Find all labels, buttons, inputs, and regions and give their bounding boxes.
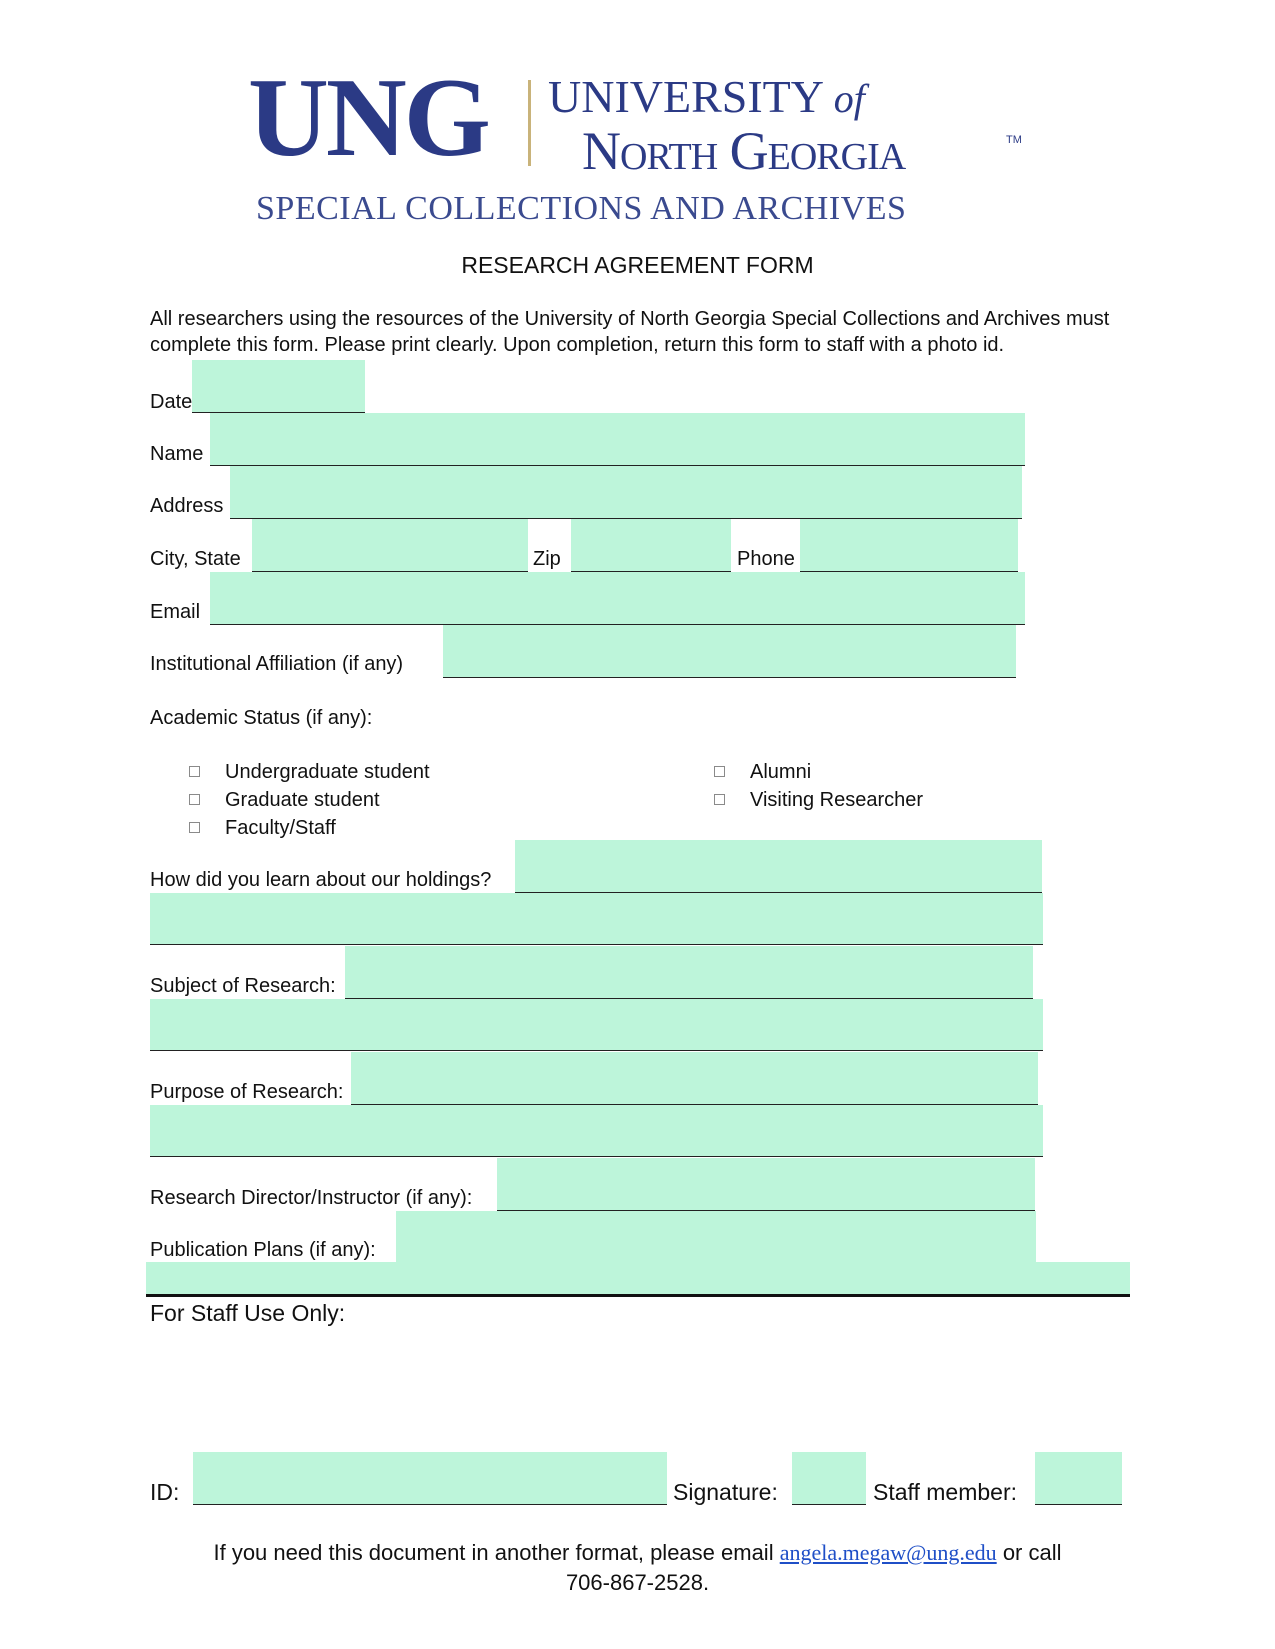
logo-north-georgia: North Georgia: [582, 121, 906, 181]
checkbox-faculty-staff[interactable]: [189, 822, 200, 833]
learn-field[interactable]: [515, 840, 1042, 893]
footer-text-after: or call: [1002, 1540, 1062, 1565]
option-visiting-researcher: Visiting Researcher: [750, 789, 924, 811]
footer-text: If you need this document in another format, please email: [213, 1540, 774, 1565]
purpose-label: Purpose of Research:: [150, 1081, 344, 1103]
publication-label: Publication Plans (if any):: [150, 1239, 376, 1261]
address-label: Address: [150, 495, 224, 517]
phone-label: Phone: [737, 548, 795, 570]
option-undergraduate: Undergraduate student: [225, 761, 430, 783]
city-state-field[interactable]: [252, 519, 528, 572]
footer-email-link[interactable]: angela.megaw@ung.edu: [779, 1540, 997, 1565]
learn-label: How did you learn about our holdings?: [150, 869, 492, 891]
staff-section-divider: [146, 1262, 1130, 1297]
signature-label: Signature:: [673, 1479, 778, 1505]
name-field[interactable]: [210, 413, 1025, 466]
affiliation-label: Institutional Affiliation (if any): [150, 653, 404, 675]
option-alumni: Alumni: [750, 761, 812, 783]
affiliation-field[interactable]: [443, 625, 1016, 678]
city-state-label: City, State: [150, 548, 241, 570]
form-title: RESEARCH AGREEMENT FORM: [461, 252, 814, 278]
logo-university-text: UNIVERSITY: [548, 71, 823, 122]
phone-field[interactable]: [800, 519, 1018, 572]
signature-field[interactable]: [792, 1452, 866, 1505]
footer: [0, 1538, 1275, 1598]
date-field[interactable]: [192, 360, 365, 413]
footer-phone: 706-867-2528.: [565, 1570, 710, 1595]
director-label: Research Director/Instructor (if any):: [150, 1187, 473, 1209]
subject-label: Subject of Research:: [150, 975, 336, 997]
subject-field[interactable]: [345, 946, 1033, 999]
logo-ung: UNG: [248, 56, 488, 180]
checkbox-graduate[interactable]: [189, 794, 200, 805]
logo-trademark: TM: [1006, 134, 1022, 146]
option-graduate: Graduate student: [225, 789, 380, 811]
id-label: ID:: [150, 1479, 180, 1505]
zip-label: Zip: [533, 548, 561, 570]
address-field[interactable]: [230, 466, 1022, 519]
academic-status-label: Academic Status (if any):: [150, 707, 373, 729]
staff-member-label: Staff member:: [873, 1479, 1018, 1505]
learn-field-line2[interactable]: [150, 893, 1043, 945]
email-field[interactable]: [210, 572, 1025, 625]
publication-field[interactable]: [396, 1211, 1036, 1263]
intro-text: All researchers using the resources of the University of North Georgia Special Collections and Archives must complete this form. Please print clearly. Upon completion, return this form to staff with a photo id.: [150, 308, 1110, 356]
name-label: Name: [150, 443, 204, 465]
logo-university: [548, 71, 865, 122]
option-faculty-staff: Faculty/Staff: [225, 817, 336, 839]
logo-divider: [528, 80, 531, 166]
purpose-field[interactable]: [351, 1052, 1038, 1105]
checkbox-alumni[interactable]: [714, 766, 725, 777]
checkbox-visiting-researcher[interactable]: [714, 794, 725, 805]
staff-title: For Staff Use Only:: [150, 1300, 346, 1326]
logo-subtitle: SPECIAL COLLECTIONS AND ARCHIVES: [256, 190, 907, 227]
id-field[interactable]: [193, 1452, 667, 1505]
director-field[interactable]: [497, 1158, 1035, 1211]
purpose-field-line2[interactable]: [150, 1105, 1043, 1157]
date-label: Date: [150, 391, 193, 413]
email-label: Email: [150, 601, 201, 623]
subject-field-line2[interactable]: [150, 999, 1043, 1051]
staff-member-field[interactable]: [1035, 1452, 1122, 1505]
checkbox-undergraduate[interactable]: [189, 766, 200, 777]
logo-of: of: [833, 76, 865, 121]
zip-field[interactable]: [571, 519, 731, 572]
